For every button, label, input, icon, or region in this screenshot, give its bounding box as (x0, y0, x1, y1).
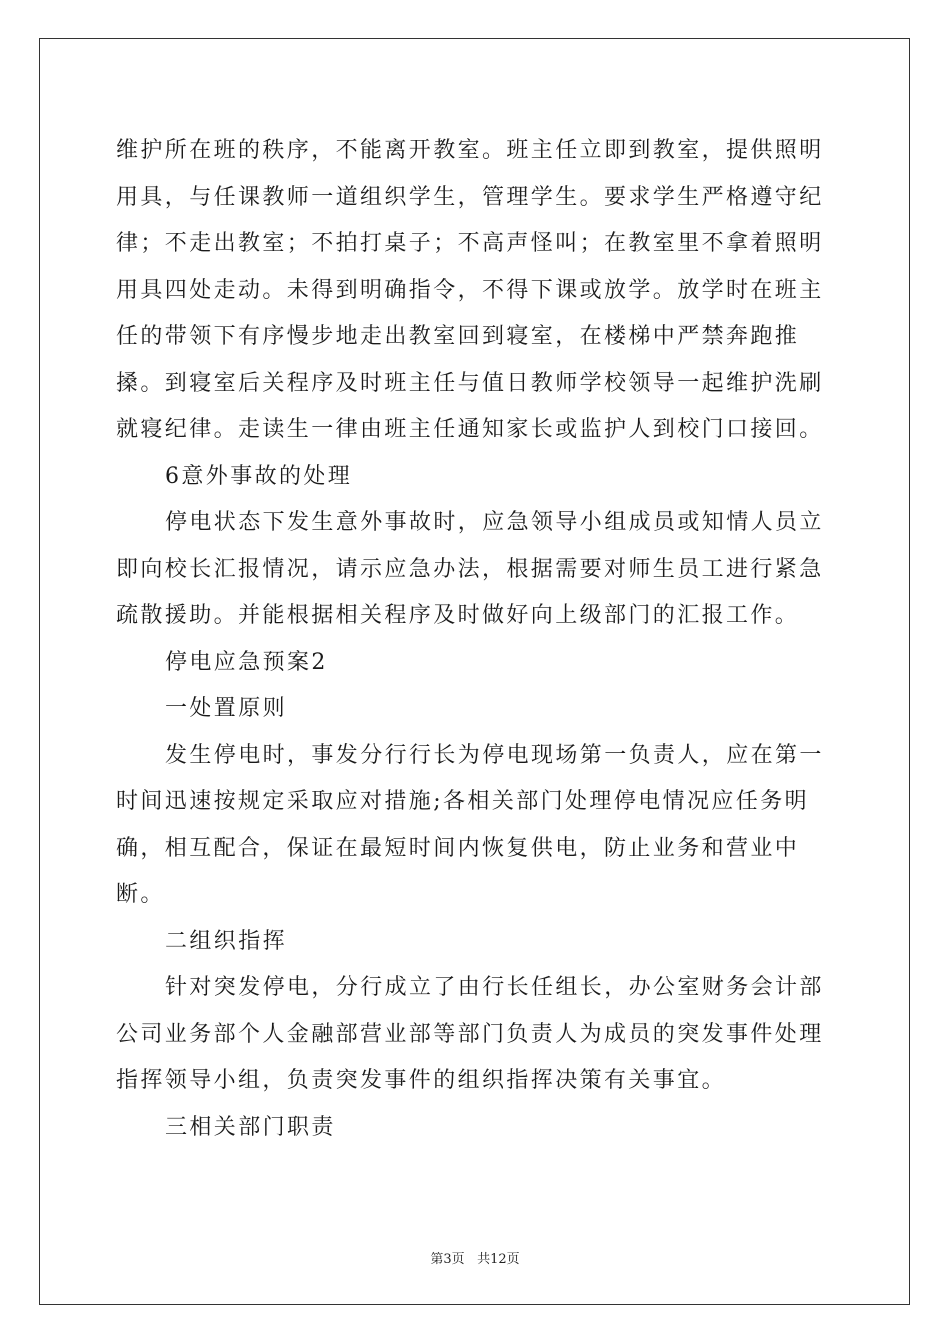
plan-title: 停电应急预案2 (165, 649, 328, 675)
paragraph-3: 停电状态下发生意外事故时，应急领导小组成员或知情人员立即向校长汇报情况，请示应急办法，根据需要对师生员工进行紧急疏散援助。并能根据相关程序及时做好向上级部门的汇报工作。 (116, 510, 824, 628)
section-heading-duties: 三相关部门职责 (165, 1114, 336, 1140)
section-heading-principle: 一处置原则 (165, 696, 288, 721)
page-total: 共12页 (477, 1252, 520, 1267)
paragraph-1: 维护所在班的秩序，不能离开教室。班主任立即到教室，提供照明用具，与任课教师一道组织学生，管理学生。要求学生严格遵守纪律；不走出教室；不拍打桌子；不高声怪叫；在教室里不拿着照明用具四处走动。未得到明确指令，不得下课或放学。放学时在班主任的带领下有序慢步地走出教室回到寝室，在楼梯中严禁奔跑推搡。到寝室后关程序及时班主任与值日教师学校领导一起维护洗刷就寝纪律。走读生一律由班主任通知家长或监护人到校门口接回。 (116, 138, 824, 442)
page-footer (0, 1248, 950, 1267)
page-number: 第3页 (430, 1252, 465, 1267)
document-body (116, 128, 836, 1151)
section-heading-command: 二组织指挥 (165, 928, 288, 954)
paragraph-6: 发生停电时，事发分行行长为停电现场第一负责人，应在第一时间迅速按规定采取应对措施;各相关部门处理停电情况应任务明确，相互配合，保证在最短时间内恢复供电，防止业务和营业中断。 (116, 742, 824, 907)
paragraph-8: 针对突发停电，分行成立了由行长任组长，办公室财务会计部公司业务部个人金融部营业部等部门负责人为成员的突发事件处理指挥领导小组，负责突发事件的组织指挥决策有关事宜。 (116, 975, 824, 1093)
section-heading-accident: 6意外事故的处理 (165, 463, 353, 489)
